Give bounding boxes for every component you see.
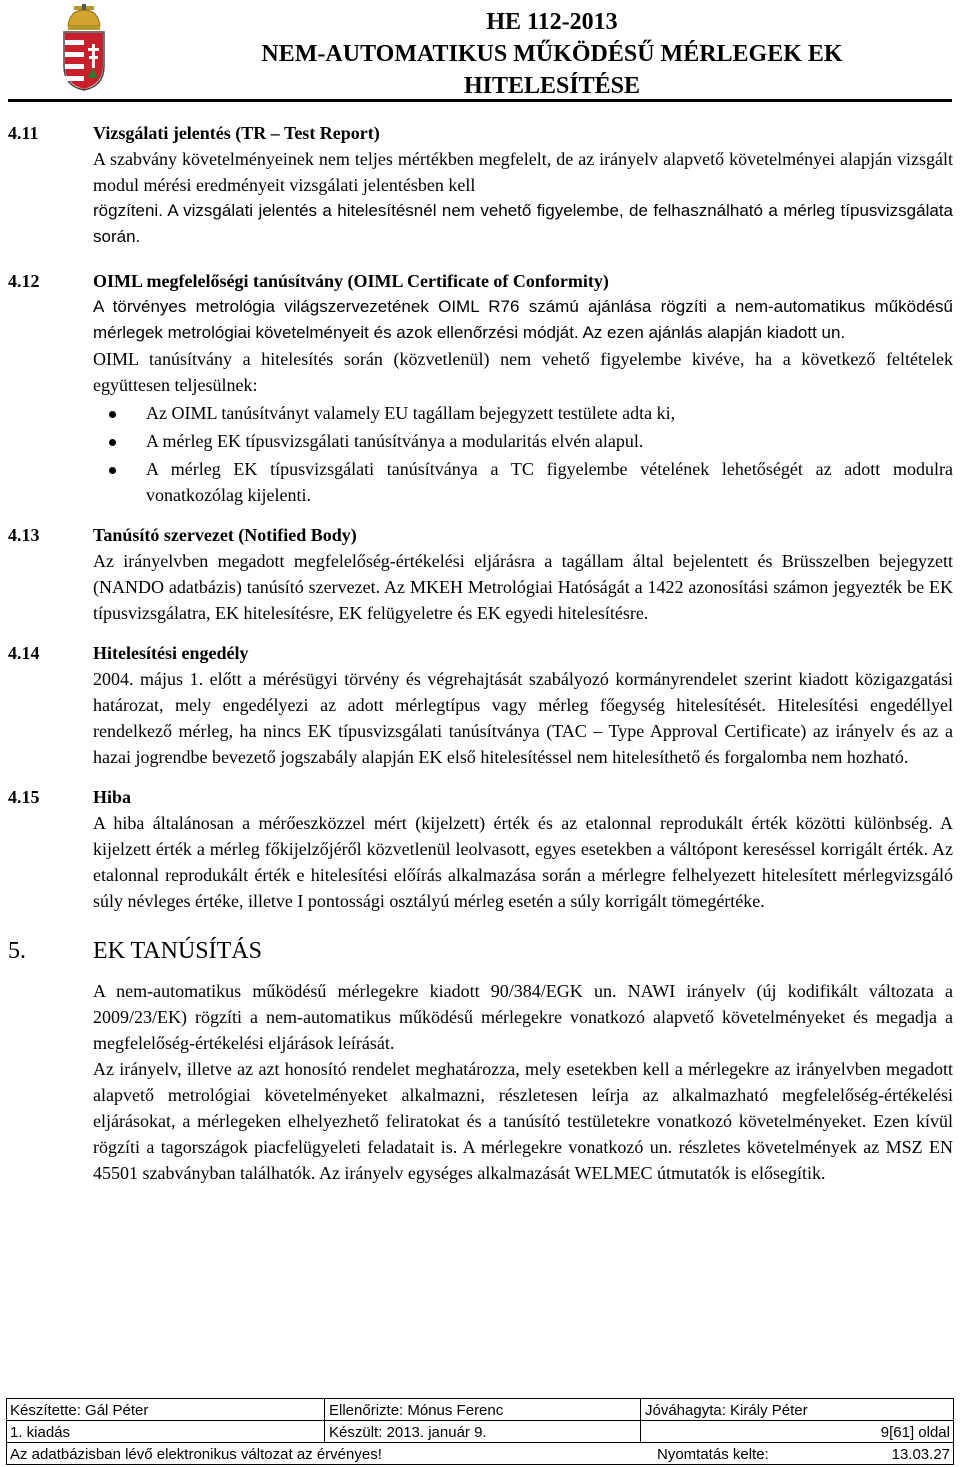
list-item: A mérleg EK típusvizsgálati tanúsítványa a TC figyelembe vételének lehetőségét az adott modulra vonatkozólag kijelenti. [93, 456, 953, 508]
validity-note: Az adatbázisban lévő elektronikus változat az érvényes! [10, 1446, 382, 1463]
section-number: 4.13 [8, 525, 40, 545]
paragraph: A törvényes metrológia világszervezetének OIML R76 számú ajánlása rögzíti a nem-automatikus működésű mérlegek metrológiai követelményeit és azok ellenőrzési módját. Az ezen ajánlás alapján kiadott un. [93, 297, 953, 342]
footer-row-validity [0, 1444, 960, 1464]
made-date: Készült: 2013. január 9. [329, 1424, 487, 1441]
section-5-body [8, 978, 953, 1186]
section-4-13 [8, 522, 953, 626]
section-number: 4.14 [8, 643, 40, 663]
document-title-line2: HITELESÍTÉSE [463, 73, 641, 99]
paragraph: A hiba általánosan a mérőeszközzel mért (kijelzett) érték és az etalonnal reprodukált érték közötti különbség. A kijelzett érték a mérleg főkijelzőjéről közvetlenül leolvasott, egyes esetekben a váltópont kereséssel korrigált érték. Az etalonnal reprodukált érték e hitelesítési előírás alkalmazása során a mérlegre felhelyezett hitelesített mérlegvizsgáló súly névleges értéke, illetve I pontossági osztályú mérleg esetén a súly korrigált tömegértéke. [93, 813, 953, 911]
footer-row-signatures [0, 1400, 960, 1420]
footer-row-edition [0, 1422, 960, 1442]
section-5 [8, 936, 953, 966]
section-title: Tanúsító szervezet (Notified Body) [93, 525, 357, 545]
document-title-line1: NEM-AUTOMATIKUS MŰKÖDÉSŰ MÉRLEGEK EK [261, 41, 843, 67]
section-4-15 [8, 784, 953, 914]
bullet-icon [109, 439, 116, 446]
paragraph: A szabvány követelményeinek nem teljes mértékben megfelelt, de az irányelv alapvető követelményei alapján vizsgált modul mérési eredményeit vizsgálati jelentésben kell [93, 149, 953, 195]
print-label: Nyomtatás kelte: [657, 1446, 769, 1463]
section-title: OIML megfelelőségi tanúsítvány (OIML Certificate of Conformity) [93, 271, 609, 291]
paragraph: rögzíteni. A vizsgálati jelentés a hitelesítésnél nem vehető figyelembe, de felhasználható a mérleg típusvizsgálata során. [93, 201, 953, 246]
paragraph: A nem-automatikus működésű mérlegekre kiadott 90/384/EGK un. NAWI irányelv (új kodifikált változata a 2009/23/EK) rögzíti a nem-automatikus működésű mérlegekre vonatkozó alapvető követelményeket és megadja a megfelelőség-értékelési eljárások leírását. [93, 981, 953, 1053]
section-title: Hitelesítési engedély [93, 643, 249, 663]
prepared-by: Készítette: Gál Péter [10, 1402, 149, 1419]
document-code: HE 112-2013 [486, 9, 618, 35]
hungarian-coat-of-arms-icon [60, 4, 108, 92]
section-number: 5. [8, 938, 26, 964]
list-item: Az OIML tanúsítványt valamely EU tagállam bejegyzett testülete adta ki, [93, 400, 953, 426]
section-4-11 [8, 120, 953, 250]
section-title: Hiba [93, 787, 132, 807]
section-number: 4.11 [8, 123, 39, 143]
paragraph: OIML tanúsítvány a hitelesítés során (közvetlenül) nem vehető figyelembe kivéve, ha a következő feltételek együttesen teljesülnek: [93, 349, 953, 395]
paragraph: Az irányelv, illetve az azt honosító rendelet meghatározza, mely esetekben kell a mérlegekre az irányelvben megadott alapvető metrológiai követelményeket alkalmazni, részletesen leírja az alkalmazható megfelelőség-értékelési eljárásokat, a mérlegeken elhelyezhető feliratokat és a tanúsító testületekre vonatkozó követelményeket. Ezen kívül rögzíti a tagországok piacfelügyeleti feladatait is. A mérlegekre vonatkozó un. részletes követelmények az MSZ EN 45501 szabványban találhatók. Az irányelv egységes alkalmazását WELMEC útmutatók is elősegítik. [93, 1059, 953, 1183]
print-date: 13.03.27 [891, 1446, 950, 1463]
approved-by: Jóváhagyta: Király Péter [645, 1402, 808, 1419]
bullet-icon [109, 467, 116, 474]
section-title: EK TANÚSÍTÁS [93, 938, 262, 964]
section-number: 4.12 [8, 271, 40, 291]
paragraph: 2004. május 1. előtt a mérésügyi törvény és végrehajtását szabályozó kormányrendelet szerint kiadott közigazgatási határozat, mely engedélyezi az adott mérlegtípus vagy mérleg főegység hitelesítését. Hitelesítési engedéllyel rendelkező mérleg, ha nincs EK típusvizsgálati tanúsítványa (TAC – Type Approval Certificate) az irányelv és az a hazai jogrendbe bevezető jogszabály alapján EK első hitelesítéssel nem hitelesíthető és forgalomba nem hozható. [93, 669, 953, 767]
header-divider [8, 99, 952, 102]
section-4-12 [8, 268, 953, 508]
section-title: Vizsgálati jelentés (TR – Test Report) [93, 123, 380, 143]
bullet-list [93, 400, 953, 508]
header-title-block [202, 6, 902, 102]
section-number: 4.15 [8, 787, 40, 807]
bullet-icon [109, 411, 116, 418]
paragraph: Az irányelvben megadott megfelelőség-értékelési eljárásra a tagállam által bejelentett és Brüsszelben bejegyzett (NANDO adatbázis) tanúsító szervezet. Az MKEH Metrológiai Hatóságát a 1422 azonosítási számon jegyezték be EK típusvizsgálatra, EK hitelesítésre, EK felügyeletre és EK egyedi hitelesítésre. [93, 551, 953, 623]
checked-by: Ellenőrizte: Mónus Ferenc [329, 1402, 504, 1419]
section-4-14 [8, 640, 953, 770]
document-body [8, 120, 953, 1186]
page-number: 9[61] oldal [880, 1424, 950, 1441]
edition: 1. kiadás [10, 1424, 71, 1441]
list-item: A mérleg EK típusvizsgálati tanúsítványa a modularitás elvén alapul. [93, 428, 953, 454]
page-header [0, 0, 960, 100]
